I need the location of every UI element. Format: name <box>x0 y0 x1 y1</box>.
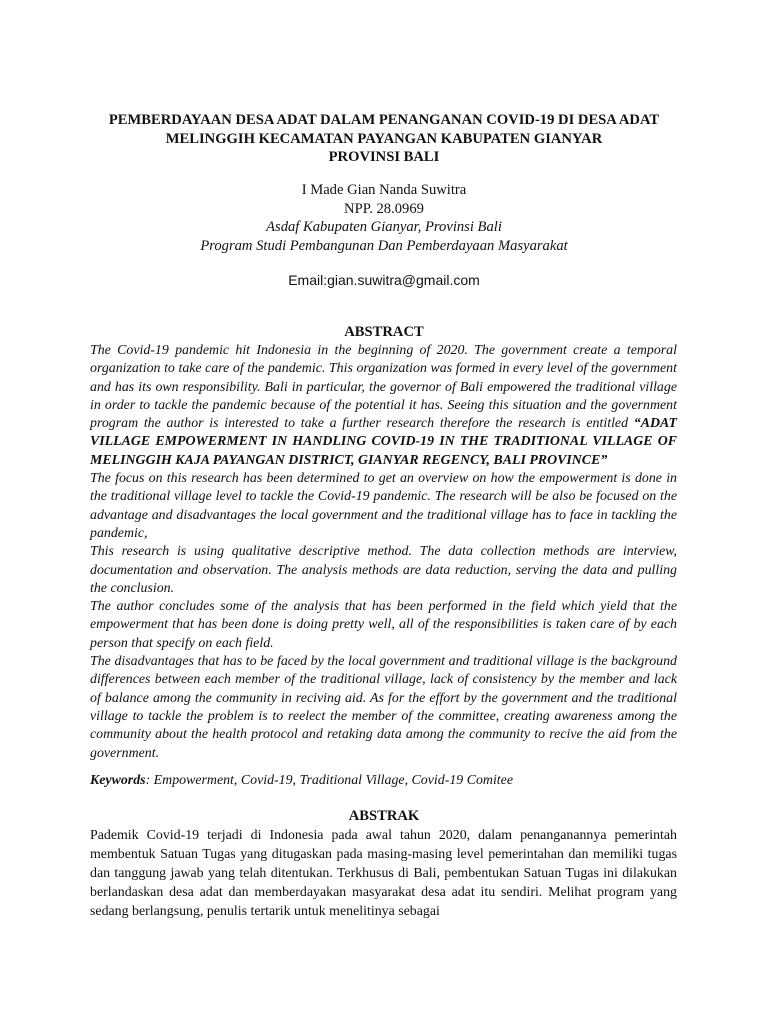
abstract-heading: ABSTRACT <box>344 324 424 340</box>
abstract-body <box>90 342 677 763</box>
author-name: I Made Gian Nanda Suwitra <box>301 182 467 198</box>
keywords-label: Keywords <box>90 773 146 788</box>
paper-title <box>60 111 708 167</box>
abstract-paragraph-5: The disadvantages that has to be faced by the local government and traditional village is the background differences between each member of the traditional village, lack of consistency by the member and lack of balance among the community in reciving aid. As for the effort by the government and the traditional village to tackle the problem is to reelect the member of the committee, creating awareness among the community about the health protocol and retaking data among the community to recive the aid from the government. <box>90 654 677 761</box>
title-line-3: PROVINSI BALI <box>328 149 440 166</box>
research-title: “ADAT VILLAGE EMPOWERMENT IN HANDLING COVID-19 IN THE TRADITIONAL VILLAGE OF MELINGGIH KAJA PAYANGAN DISTRICT, GIANYAR REGENCY, BALI PROVINCE” <box>90 416 677 468</box>
abstrak-heading: ABSTRAK <box>348 808 420 824</box>
keywords-list: : Empowerment, Covid-19, Traditional Village, Covid-19 Comitee <box>145 773 514 788</box>
abstract-paragraph-2: The focus on this research has been determined to get an overview on how the empowerment is done in the traditional village level to tackle the Covid-19 pandemic. The research will be also be focused on the advantage and disadvantages the local government and the traditional village has to face in tackling the pandemic, <box>90 471 677 541</box>
keywords-line <box>90 772 677 790</box>
abstract-paragraph-4: The author concludes some of the analysis that has been performed in the field which yield that the empowerment that has been done is doing pretty well, all of the responsibilities is taken care of by each person that specify on each field. <box>90 599 677 651</box>
abstract-p1-text: The Covid-19 pandemic hit Indonesia in the beginning of 2020. The government create a temporal organization to take care of the pandemic. This organization was formed in every level of the government and has its own responsibility. Bali in particular, the governor of Bali empowered the traditional village in order to tackle the pandemic because of the potential it has. Seeing this situation and the government program the author is interested to take a further research therefore the research is entitled <box>90 343 677 432</box>
title-line-2: MELINGGIH KECAMATAN PAYANGAN KABUPATEN GIANYAR <box>165 130 603 147</box>
author-affiliation: Asdaf Kabupaten Gianyar, Provinsi Bali <box>266 219 502 236</box>
abstract-paragraph-3: This research is using qualitative descriptive method. The data collection methods are interview, documentation and observation. The analysis methods are data reduction, serving the data and pulling the conclusion. <box>90 544 677 596</box>
abstrak-paragraph-1: Pademik Covid-19 terjadi di Indonesia pada awal tahun 2020, dalam penanganannya pemerintah membentuk Satuan Tugas yang ditugaskan pada masing-masing level pemerintahan dan memiliki tugas dan tanggung jawab yang telah ditentukan. Terkhusus di Bali, pembentukan Satuan Tugas ini dilakukan berlandaskan desa adat dan memberdayakan masyarakat desa adat itu sendiri. Melihat program yang sedang berlangsung, penulis tertarik untuk menelitinya sebagai <box>90 828 677 919</box>
author-block <box>60 181 708 255</box>
title-line-1: PEMBERDAYAAN DESA ADAT DALAM PENANGANAN COVID-19 DI DESA ADAT <box>108 112 660 128</box>
author-npp: NPP. 28.0969 <box>344 200 424 217</box>
abstract-paragraph-1 <box>90 342 677 470</box>
author-email: Email:gian.suwitra@gmail.com <box>288 272 480 288</box>
author-program: Program Studi Pembangunan Dan Pemberdayaan Masyarakat <box>200 237 568 254</box>
